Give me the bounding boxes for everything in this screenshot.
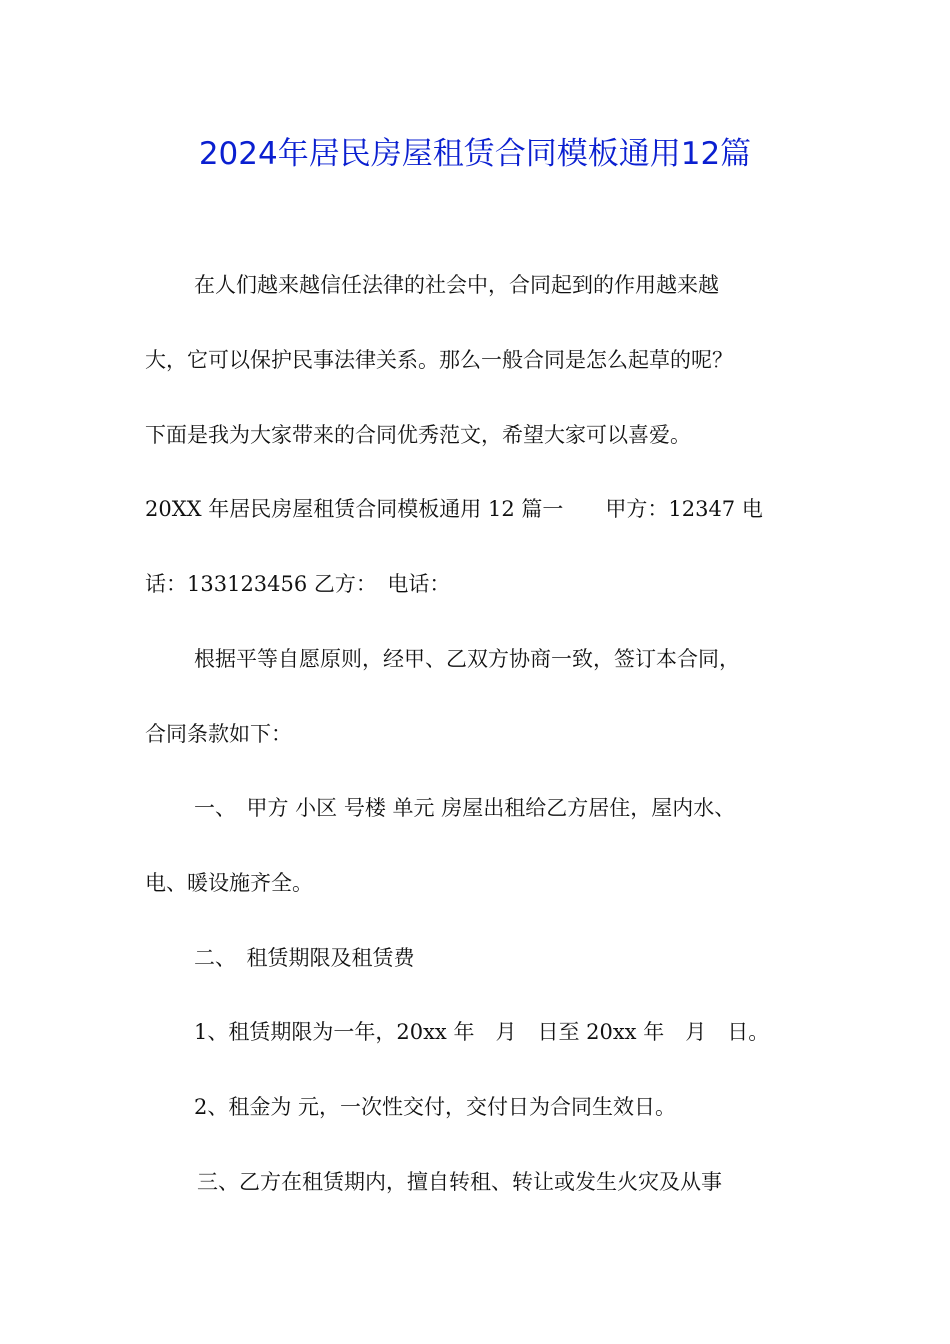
paragraph-line: 大，它可以保护民事法律关系。那么一般合同是怎么起草的呢？: [145, 348, 733, 372]
document-title: 2024年居民房屋租赁合同模板通用12篇: [198, 136, 752, 172]
paragraph-line: 下面是我为大家带来的合同优秀范文，希望大家可以喜爱。: [145, 423, 691, 447]
paragraph-line: 根据平等自愿原则，经甲、乙双方协商一致，签订本合同，: [194, 647, 740, 671]
paragraph-line: 20XX 年居民房屋租赁合同模板通用 12 篇一 甲方：12347 电: [145, 497, 763, 521]
paragraph-line: 1、租赁期限为一年，20xx 年 月 日至 20xx 年 月 日。: [194, 1020, 770, 1044]
paragraph-line: 电、暖设施齐全。: [145, 871, 313, 895]
paragraph-line: 2、租金为 元，一次性交付，交付日为合同生效日。: [194, 1095, 677, 1119]
paragraph-line: 话：133123456 乙方： 电话：: [145, 572, 451, 596]
paragraph-line: 在人们越来越信任法律的社会中，合同起到的作用越来越: [194, 273, 719, 297]
paragraph-line: 三、乙方在租赁期内，擅自转租、转让或发生火灾及从事: [197, 1170, 722, 1194]
paragraph-line: 二、 租赁期限及租赁费: [194, 946, 415, 970]
paragraph-line: 一、 甲方 小区 号楼 单元 房屋出租给乙方居住，屋内水、: [194, 796, 736, 820]
paragraph-line: 合同条款如下：: [145, 722, 292, 746]
